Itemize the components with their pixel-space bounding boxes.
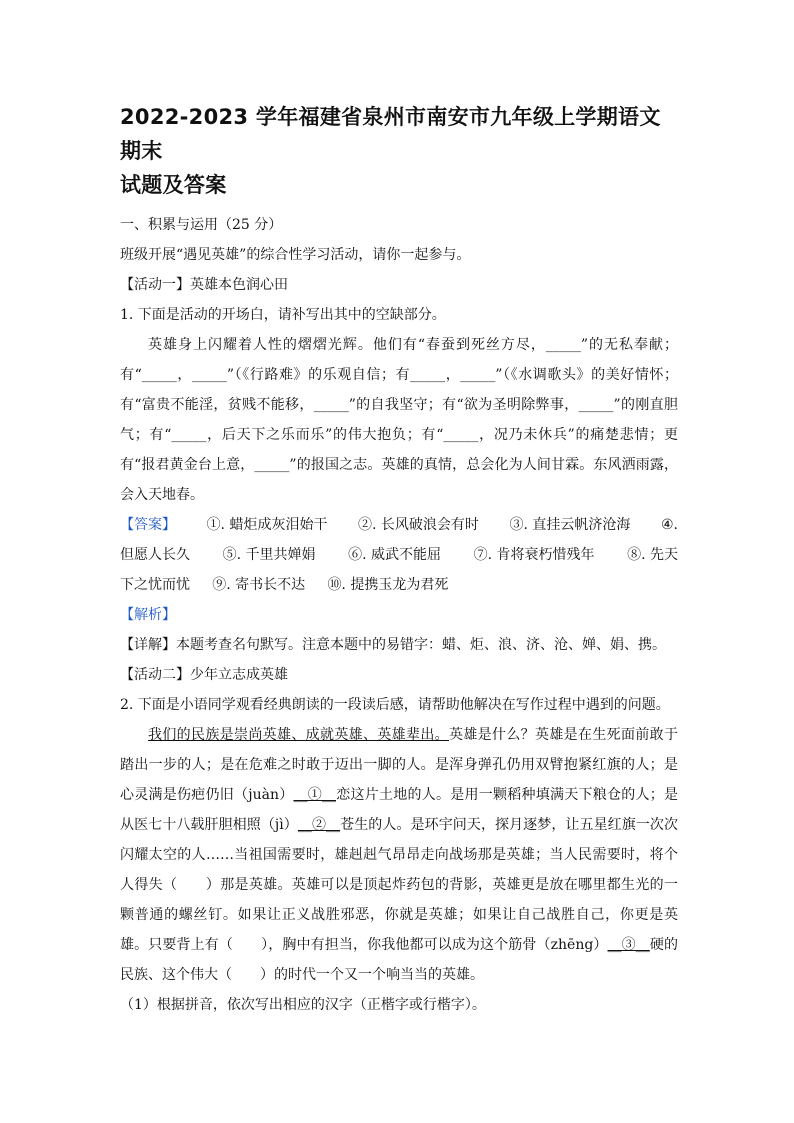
blank-2: __②__ <box>297 817 341 833</box>
question-2-sub-1: （1）根据拼音，依次写出相应的汉字（正楷字或行楷字）。 <box>120 997 486 1013</box>
answer-8-start: ⑧. 先天 <box>627 547 678 563</box>
passage-text-4: 硬的民族、这个伟大（ ）的时代一个又一个响当当的英雄。 <box>120 937 679 983</box>
underlined-sentence: 我们的民族是崇尚英雄、成就英雄、英雄辈出。 <box>148 727 449 743</box>
passage-text-2: 恋这片土地的人。是用一颗稻种填满天下粮仓的人；是从医七十八载肝胆相照（jì） <box>120 787 679 833</box>
question-2: 2. 下面是小语同学观看经典朗读的一段读后感，请帮助他解决在写作过程中遇到的问题。 <box>120 697 670 713</box>
title-line-2: 试题及答案 <box>120 173 227 197</box>
answer-2: ②. 长风破浪会有时 <box>358 517 479 533</box>
answer-4-text: 但愿人长久 <box>120 547 190 563</box>
answer-6: ⑥. 威武不能屈 <box>348 547 441 563</box>
analysis-label: 【解析】 <box>120 607 176 623</box>
question-1: 1. 下面是活动的开场白，请补写出其中的空缺部分。 <box>120 307 446 323</box>
analysis-detail: 【详解】本题考查名句默写。注意本题中的易错字：蜡、炬、浪、济、沧、婵、娟、携。 <box>120 637 666 653</box>
answer-label: 【答案】 <box>120 517 176 533</box>
answer-4-number: ④. <box>660 517 678 533</box>
activity-2-heading: 【活动二】少年立志成英雄 <box>120 667 288 683</box>
answer-8-end: 下之忧而忧 <box>120 577 190 593</box>
section-heading: 一、积累与运用（25 分） <box>120 217 283 233</box>
blank-1: __①__ <box>293 787 336 803</box>
answer-9: ⑨. 寄书长不达 <box>212 577 306 593</box>
answer-row-1 <box>120 510 678 540</box>
title-line-1: 2022-2023 学年福建省泉州市南安市九年级上学期语文期末 <box>120 105 661 163</box>
answer-3: ③. 直挂云帆济沧海 <box>509 517 631 533</box>
document-title <box>120 100 678 202</box>
activity-intro: 班级开展“遇见英雄”的综合性学习活动，请你一起参与。 <box>120 247 471 263</box>
answer-7: ⑦. 肯将衰朽惜残年 <box>473 547 595 563</box>
passage-text-1: 英雄是什么？英雄是在生死面前敢于踏出一步的人；是在危难之时敢于迈出一脚的人。是浑身弹孔仍用双臂抱紧红旗的人；是心灵满是伤疤仍旧（juàn） <box>120 727 678 803</box>
answer-1: ①. 蜡炬成灰泪始干 <box>206 517 328 533</box>
answer-10: ⑩. 提携玉龙为君死 <box>327 577 449 593</box>
question-1-passage: 英雄身上闪耀着人性的熠熠光辉。他们有“春蚕到死丝方尽，_____”的无私奉献；有“_____，_____”（《行路难》的乐观自信；有_____，_____”（《水调歌头》的美好情怀；有“富贵不能淫，贫贱不能移，_____”的自我坚守；有“欲为圣明除弊事，_____”的刚直胆气；有“_____，后天下之乐而乐”的伟大抱负；有“_____，况乃未休兵”的痛楚悲情；更有“报君黄金台上意，_____”的报国之志。英雄的真情，总会化为人间甘霖。东风洒雨露，会入天地春。 <box>120 337 678 503</box>
passage-text-3: 苍生的人。是环宇问天，探月逐梦，让五星红旗一次次闪耀太空的人……当祖国需要时，雄赳赳气昂昂走向战场那是英雄；当人民需要时，将个人得失（ ）那是英雄。英雄可以是顶起炸药包的背影，英雄更是放在哪里都生光的一颗普通的螺丝钉。如果让正义战胜邪恶，你就是英雄；如果让自己战胜自己，你更是英雄。只要背上有（ ），胸中有担当，你我他都可以成为这个筋骨（zhēng） <box>120 817 678 953</box>
question-2-passage <box>120 720 678 990</box>
answer-5: ⑤. 千里共婵娟 <box>222 547 316 563</box>
blank-3: __③__ <box>607 937 650 953</box>
answer-row-3 <box>120 570 678 600</box>
activity-1-heading: 【活动一】英雄本色润心田 <box>120 277 288 293</box>
answer-row-2 <box>120 540 678 570</box>
document-page <box>120 100 678 1020</box>
